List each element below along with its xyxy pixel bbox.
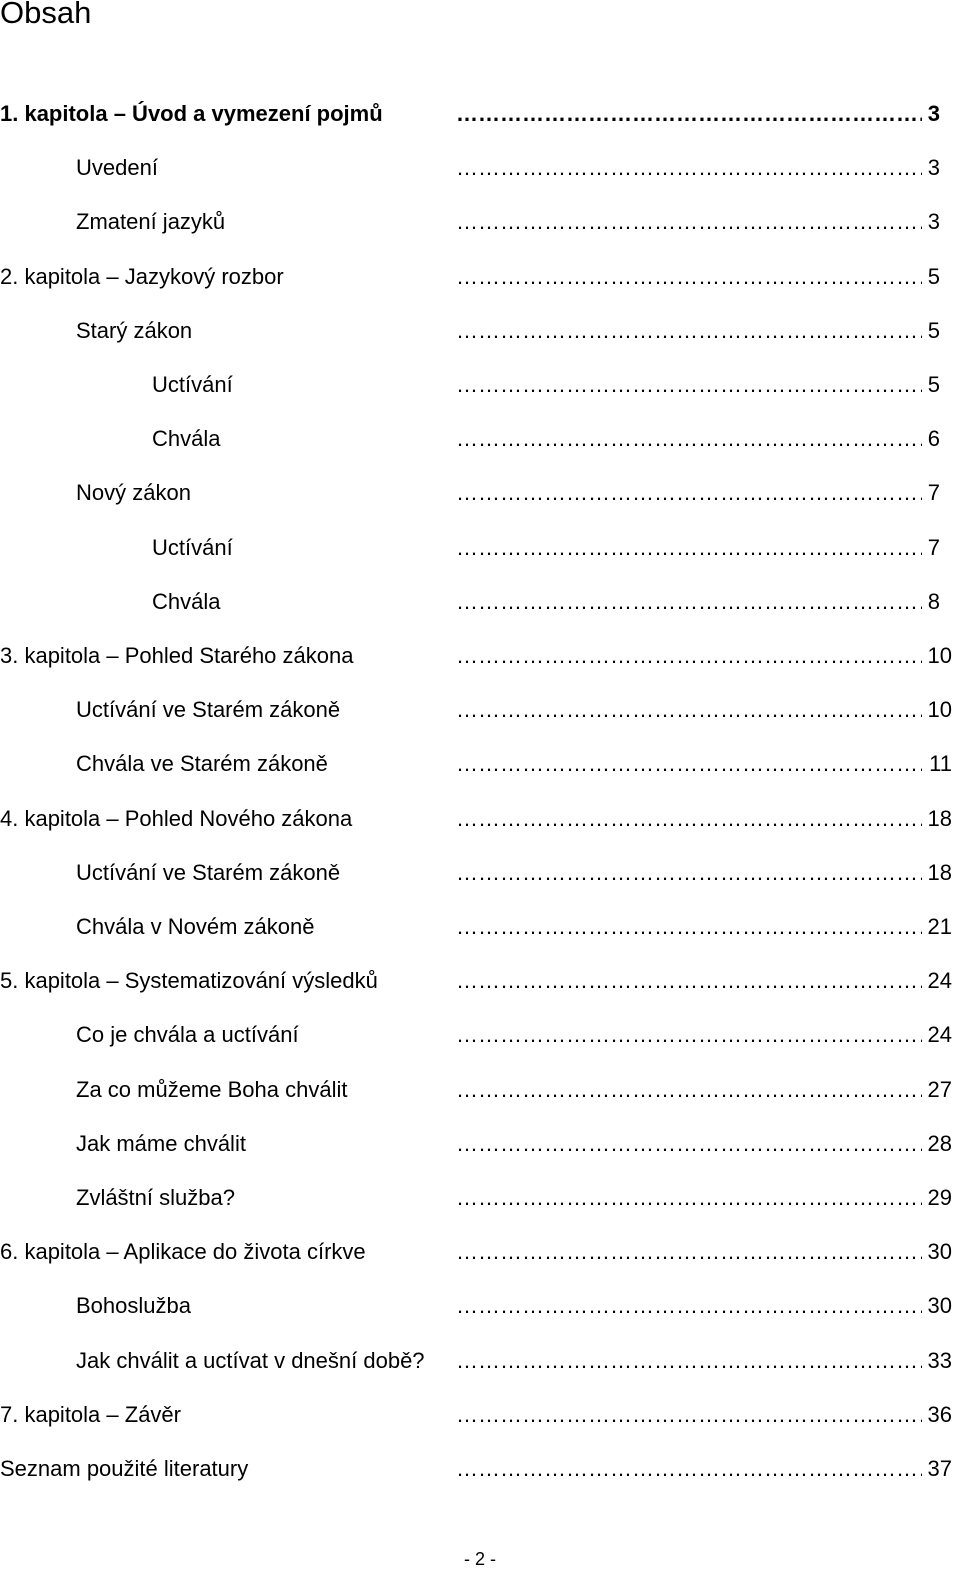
toc-entry[interactable] — [0, 966, 960, 996]
dot-leader — [456, 262, 922, 292]
dot-leader — [456, 207, 922, 237]
dot-leader — [456, 370, 922, 400]
toc-entry-page-number: 3 — [927, 99, 940, 129]
toc-entry-page-number: 27 — [927, 1075, 952, 1105]
toc-entry-label: Co je chvála a uctívání — [76, 1022, 299, 1048]
toc-entry-page-number: 11 — [928, 749, 952, 779]
toc-entry-label: Uctívání — [152, 372, 233, 397]
toc-entry[interactable] — [0, 1291, 960, 1321]
toc-entry[interactable] — [0, 478, 960, 508]
toc-entry-label: Jak máme chválit — [76, 1130, 246, 1156]
toc-entry-label: Seznam použité literatury — [0, 1456, 249, 1481]
toc-entry-label: 3. kapitola – Pohled Starého zákona — [0, 643, 354, 668]
toc-entry-page-number: 5 — [927, 316, 940, 346]
dot-leader — [456, 749, 922, 779]
toc-entry[interactable] — [0, 1183, 960, 1213]
toc-entry-label: Chvála — [152, 588, 221, 614]
dot-leader — [456, 858, 922, 888]
toc-entry-page-number: 5 — [927, 262, 940, 292]
toc-entry-page-number: 18 — [927, 858, 952, 888]
toc-entry[interactable] — [0, 1237, 960, 1267]
toc-entry-page-number: 7 — [927, 478, 940, 508]
toc-entry-label: Starý zákon — [76, 317, 193, 343]
dot-leader — [456, 1075, 922, 1105]
dot-leader — [456, 1183, 922, 1213]
dot-leader — [456, 533, 922, 563]
toc-entry-label: Chvála ve Starém zákoně — [76, 751, 328, 777]
toc-entry-label: 5. kapitola – Systematizování výsledků — [0, 968, 378, 994]
dot-leader — [456, 587, 922, 617]
toc-entry-page-number: 37 — [927, 1454, 952, 1484]
dot-leader — [456, 1454, 922, 1484]
toc-entry[interactable] — [0, 749, 960, 779]
dot-leader — [456, 695, 922, 725]
toc-entry-label: Chvála v Novém zákoně — [76, 914, 315, 939]
toc-entry[interactable] — [0, 1129, 960, 1159]
toc-entry-page-number: 29 — [927, 1183, 952, 1213]
toc-entry-page-number: 8 — [927, 587, 940, 617]
toc-entry-page-number: 30 — [927, 1237, 952, 1267]
toc-entry-label: Bohoslužba — [76, 1293, 191, 1319]
toc-entry-page-number: 28 — [927, 1129, 952, 1159]
toc-entry-page-number: 24 — [927, 1020, 952, 1050]
toc-entry[interactable] — [0, 912, 960, 942]
toc-entry-page-number: 33 — [927, 1346, 952, 1376]
dot-leader — [456, 804, 922, 834]
toc-entry[interactable] — [0, 1075, 960, 1105]
dot-leader — [456, 912, 922, 942]
toc-entry[interactable] — [0, 1400, 960, 1430]
toc-entry-label: Uctívání ve Starém zákoně — [76, 859, 341, 885]
toc-entry-label: 6. kapitola – Aplikace do života církve — [0, 1239, 366, 1265]
page-title: Obsah — [0, 0, 92, 30]
toc-entry[interactable] — [0, 641, 960, 671]
toc-entry[interactable] — [0, 695, 960, 725]
toc-entry-page-number: 10 — [927, 641, 952, 671]
toc-entry[interactable] — [0, 1020, 960, 1050]
dot-leader — [456, 99, 922, 129]
toc-entry-label: Uvedení — [76, 155, 158, 181]
toc-entry-label: 1. kapitola – Úvod a vymezení pojmů — [0, 101, 383, 126]
toc-entry-label: Nový zákon — [76, 480, 191, 506]
toc-entry[interactable] — [0, 1346, 960, 1376]
toc-entry-label: 7. kapitola – Závěr — [0, 1401, 181, 1427]
toc-entry[interactable] — [0, 207, 960, 237]
toc-entry-page-number: 24 — [927, 966, 952, 996]
dot-leader — [456, 316, 922, 346]
toc-entry[interactable] — [0, 533, 960, 563]
toc-entry-page-number: 30 — [927, 1291, 952, 1321]
toc-entry-page-number: 5 — [927, 370, 940, 400]
dot-leader — [456, 1020, 922, 1050]
toc-entry-label: Zmatení jazyků — [76, 209, 226, 235]
dot-leader — [456, 1129, 922, 1159]
dot-leader — [456, 478, 922, 508]
toc-entry[interactable] — [0, 587, 960, 617]
toc-entry-page-number: 6 — [927, 424, 940, 454]
toc-entry[interactable] — [0, 370, 960, 400]
dot-leader — [456, 1346, 922, 1376]
toc-entry-page-number: 3 — [927, 153, 940, 183]
toc-entry-label: 2. kapitola – Jazykový rozbor — [0, 263, 284, 289]
toc-entry-label: Za co můžeme Boha chválit — [76, 1076, 348, 1102]
toc-entry[interactable] — [0, 262, 960, 292]
dot-leader — [456, 424, 922, 454]
toc-entry[interactable] — [0, 316, 960, 346]
toc-entry-page-number: 36 — [927, 1400, 952, 1430]
dot-leader — [456, 966, 922, 996]
toc-entry[interactable] — [0, 424, 960, 454]
toc-entry-label: Chvála — [152, 426, 221, 452]
toc-entry-label: Zvláštní služba? — [76, 1185, 235, 1210]
toc-entry-label: Uctívání — [152, 534, 233, 560]
toc-entry-label: 4. kapitola – Pohled Nového zákona — [0, 805, 353, 831]
toc-entry-page-number: 18 — [927, 804, 952, 834]
toc-entry-label: Jak chválit a uctívat v dnešní době? — [76, 1347, 425, 1373]
toc-entry-page-number: 10 — [927, 695, 952, 725]
dot-leader — [456, 641, 922, 671]
toc-entry[interactable] — [0, 99, 960, 129]
toc-entry-page-number: 3 — [927, 207, 940, 237]
page-number-footer: - 2 - — [463, 1549, 496, 1569]
toc-entry-page-number: 7 — [927, 533, 940, 563]
dot-leader — [456, 153, 922, 183]
toc-entry-label: Uctívání ve Starém zákoně — [76, 697, 341, 723]
toc-entry[interactable] — [0, 1454, 960, 1484]
dot-leader — [456, 1291, 922, 1321]
toc-entry[interactable] — [0, 858, 960, 888]
toc-entry-page-number: 21 — [927, 912, 952, 942]
dot-leader — [456, 1237, 922, 1267]
toc-entry[interactable] — [0, 153, 960, 183]
dot-leader — [456, 1400, 922, 1430]
toc-entry[interactable] — [0, 804, 960, 834]
